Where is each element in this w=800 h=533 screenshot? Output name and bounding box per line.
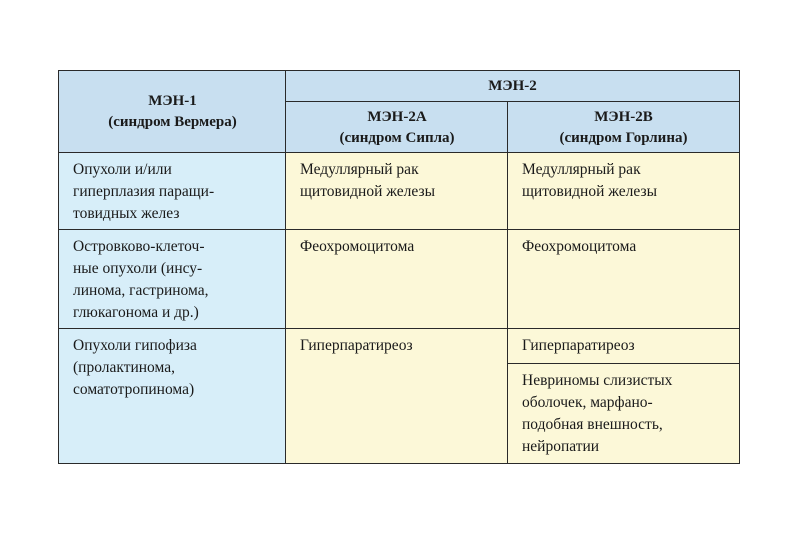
row1-men2b-cell — [508, 153, 739, 230]
row3-men2b-extra-line: оболочек, марфано- — [522, 394, 653, 411]
row2-men1-line: глюкагонома и др.) — [73, 304, 199, 321]
row3-men2b-extra-line: Невриномы слизистых — [522, 372, 673, 389]
row1-men2a-cell — [286, 153, 508, 230]
row2-men1-line: ные опухоли (инсу- — [73, 260, 203, 277]
header-men2b-title: МЭН-2B — [594, 108, 653, 125]
row3-men2b-cell — [508, 329, 739, 364]
row1-men1-cell — [59, 153, 286, 230]
grid-divider — [59, 229, 739, 230]
row3-men2b-extra-cell — [508, 364, 739, 463]
row1-men2a-line: Медуллярный рак — [300, 161, 419, 178]
header-men1-subtitle: (синдром Вермера) — [108, 114, 237, 130]
row3-men1-line: (пролактинома, — [73, 359, 175, 376]
header-men1 — [59, 71, 286, 153]
grid-divider — [507, 102, 508, 463]
grid-divider — [285, 71, 286, 463]
header-men2 — [286, 71, 739, 102]
row3-men2a-cell — [286, 329, 508, 463]
row2-men1-cell — [59, 230, 286, 329]
row1-men2b-line: щитовидной железы — [522, 183, 657, 200]
row3-men1-line: соматотропинома) — [73, 381, 195, 398]
row2-men2b-cell — [508, 230, 739, 329]
row3-men1-line: Опухоли гипофиза — [73, 337, 197, 354]
grid-divider — [286, 101, 739, 102]
men-syndromes-table — [58, 70, 740, 464]
grid-divider — [508, 363, 739, 364]
header-men2a-subtitle: (синдром Сипла) — [339, 129, 455, 146]
row1-men2a-line: щитовидной железы — [300, 183, 435, 200]
header-men2a-title: МЭН-2A — [367, 108, 427, 125]
header-men2b — [508, 102, 739, 153]
row1-men1-line: Опухоли и/или — [73, 161, 172, 178]
row1-men1-line: товидных желез — [73, 205, 180, 222]
row2-men1-line: линома, гастринома, — [73, 282, 209, 299]
row3-men2b-extra-line: подобная внешность, — [522, 416, 663, 433]
header-men2b-subtitle: (синдром Горлина) — [559, 129, 688, 146]
row2-men2a-line: Феохромоцитома — [300, 238, 415, 255]
header-men1-title: МЭН-1 — [148, 93, 197, 109]
header-men2a — [286, 102, 508, 153]
row3-men2b-extra-line: нейропатии — [522, 438, 600, 455]
row3-men1-cell — [59, 329, 286, 463]
row3-men2a-line: Гиперпаратиреоз — [300, 337, 413, 354]
row2-men2a-cell — [286, 230, 508, 329]
row1-men2b-line: Медуллярный рак — [522, 161, 641, 178]
row1-men1-line: гиперплазия паращи- — [73, 183, 215, 200]
header-men2-title: МЭН-2 — [488, 78, 537, 94]
grid-divider — [59, 152, 739, 153]
grid-divider — [59, 328, 739, 329]
row2-men2b-line: Феохромоцитома — [522, 238, 637, 255]
row3-men2b-line: Гиперпаратиреоз — [522, 337, 635, 354]
row2-men1-line: Островково-клеточ- — [73, 238, 205, 255]
